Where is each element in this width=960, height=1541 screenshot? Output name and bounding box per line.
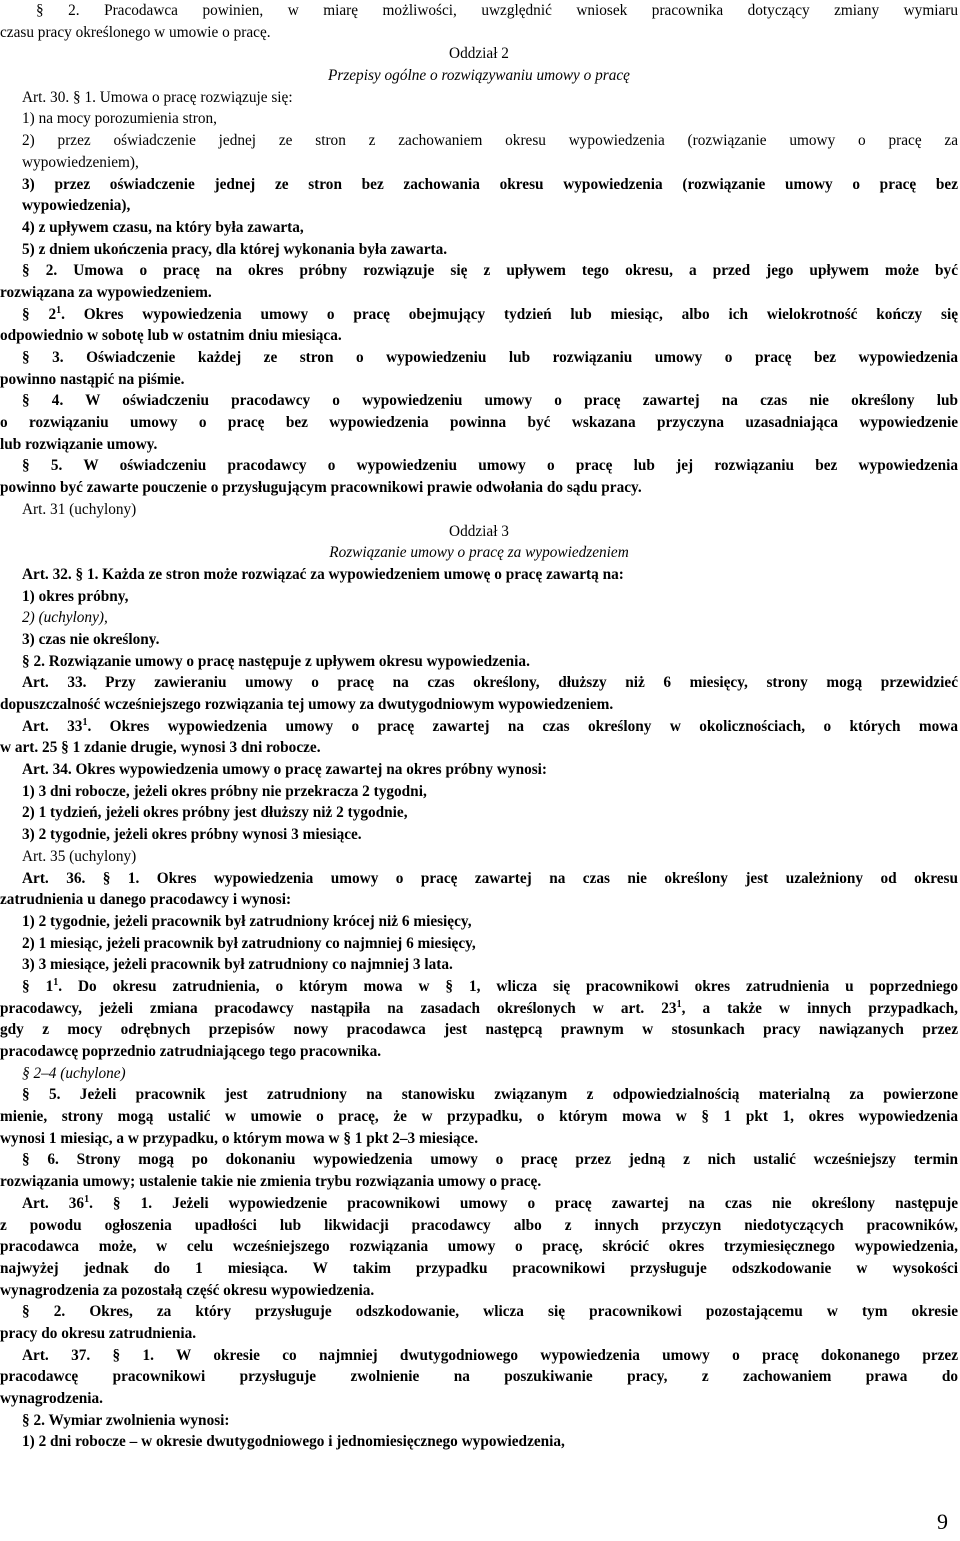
text-line: 1) na mocy porozumienia stron, (22, 110, 217, 128)
text-line: 3) czas nie określony. (22, 630, 160, 648)
text-line: § 2. Rozwiązanie umowy o pracę następuje z upływem okresu wypowiedzenia. (22, 652, 530, 670)
text-line: § 5. W oświadczeniu pracodawcy o wypowiedzeniu umowy o pracę lub jej rozwiązaniu bez wypowiedzenia (22, 457, 958, 475)
text-line: § 2. Okres, za który przysługuje odszkodowanie, wlicza się pracownikowi pozostającemu w tym okresie (22, 1303, 958, 1321)
text-line: wypowiedzenia), (22, 197, 131, 215)
text-line: Art. 35 (uchylony) (22, 847, 137, 865)
text-line: 2) (uchylony), (22, 609, 108, 627)
text-line: Art. 36. § 1. Okres wypowiedzenia umowy o pracę zawartej na czas nie określony jest uzależniony od okresu (22, 869, 958, 887)
text-line: zatrudnienia u danego pracodawcy i wynosi: (0, 891, 292, 909)
text-line: pracodawcę poprzednio zatrudniającego tego pracownika. (0, 1043, 382, 1060)
text-line: Oddział 3 (449, 522, 509, 540)
text-line: 3) przez oświadczenie jednej ze stron bez zachowania okresu wypowiedzenia (rozwiązanie umowy o pracę bez (22, 175, 958, 193)
text-line: § 2. Wymiar zwolnienia wynosi: (22, 1411, 230, 1429)
text-line: § $1^1$. Do okresu zatrudnienia, o którym mowa w § 1, wlicza się pracownikowi okres zatrudnienia u poprzedniego (22, 976, 958, 995)
text-line: § 4. W oświadczeniu pracodawcy o wypowiedzeniu umowy o pracę zawartej na czas nie określony lub (22, 392, 958, 410)
text-line: Art. 32. § 1. Każda ze stron może rozwiązać za wypowiedzeniem umowę o pracę zawartą na: (22, 565, 624, 583)
text-line: powinno nastąpić na piśmie. (0, 370, 185, 388)
text-line: w art. 25 § 1 zdanie drugie, wynosi 3 dni robocze. (0, 739, 321, 757)
text-line: pracodawca może, w celu wcześniejszego rozwiązania umowy o pracę, skrócić okres trzymiesięcznego wypowiedzenia, (0, 1238, 958, 1256)
text-line: wynagrodzenia. (0, 1390, 103, 1407)
text-line: § 2. Umowa o pracę na okres próbny rozwiązuje się z upływem tego okresu, a przed jego upływem może być (22, 262, 958, 280)
text-line: lub rozwiązanie umowy. (0, 435, 158, 453)
text-line: Art. 34. Okres wypowiedzenia umowy o pracę zawartej na okres próbny wynosi: (22, 761, 548, 779)
text-line: § 2. Pracodawca powinien, w miarę możliwości, uwzględnić wniosek pracownika dotyczący zmiany wymiaru (36, 2, 958, 19)
text-line: § $2^1$. Okres wypowiedzenia umowy o pracę obejmujący tydzień lub miesiąc, albo ich wielokrotność kończy się (22, 304, 958, 323)
text-line: pracy do okresu zatrudnienia. (0, 1324, 197, 1342)
text-line: § 5. Jeżeli pracownik jest zatrudniony na stanowisku związanym z odpowiedzialnością materialną za powierzone (22, 1086, 958, 1104)
text-line: § 2–4 (uchylone) (22, 1064, 126, 1082)
text-line: o rozwiązaniu umowy o pracę bez wypowiedzenia powinna być wskazana przyczyna uzasadniająca wypowiedzenie (0, 414, 958, 432)
text-line: 5) z dniem ukończenia pracy, dla której wykonania była zawarta. (22, 240, 448, 258)
text-line: z powodu ogłoszenia upadłości lub likwidacji pracodawcy albo z innych przyczyn niedotyczących pracowników, (0, 1216, 958, 1234)
page-number: 9 (937, 1509, 948, 1534)
text-line: Art. 30. § 1. Umowa o pracę rozwiązuje się: (22, 88, 293, 106)
text-line: mienie, strony mogą ustalić w umowie o pracę, że w przypadku, o którym mowa w § 1 pkt 1, okres wypowiedzenia (0, 1108, 958, 1126)
text-line: Art. $36^1$. § 1. Jeżeli wypowiedzenie pracownikowi umowy o pracę zawartej na czas nie określony następuje (22, 1193, 958, 1212)
text-line: wynagrodzenia za pozostałą część okresu wypowiedzenia. (0, 1281, 375, 1299)
text-line: 3) 3 miesiące, jeżeli pracownik był zatrudniony co najmniej 3 lata. (22, 956, 453, 974)
text-line: odpowiednio w sobotę lub w ostatnim dniu miesiąca. (0, 327, 342, 345)
text-line: 2) 1 miesiąc, jeżeli pracownik był zatrudniony co najmniej 6 miesięcy, (22, 934, 476, 952)
text-line: Przepisy ogólne o rozwiązywaniu umowy o pracę (328, 67, 630, 85)
text-line: Rozwiązanie umowy o pracę za wypowiedzeniem (329, 544, 629, 562)
text-line: Art. 31 (uchylony) (22, 500, 137, 518)
text-line: rozwiązana za wypowiedzeniem. (0, 283, 212, 301)
text-line: 2) przez oświadczenie jednej ze stron z zachowaniem okresu wypowiedzenia (rozwiązanie umowy o pracę za (22, 132, 958, 150)
text-line: 1) 2 tygodnie, jeżeli pracownik był zatrudniony krócej niż 6 miesięcy, (22, 912, 472, 930)
text-line: 1) okres próbny, (22, 587, 129, 605)
text-line: wynosi 1 miesiąc, a w przypadku, o którym mowa w § 1 pkt 2–3 miesiące. (0, 1129, 479, 1147)
text-line: 1) 3 dni robocze, jeżeli okres próbny nie przekracza 2 tygodni, (22, 782, 427, 800)
text-line: rozwiązania umowy; ustalenie takie nie zmienia trybu rozwiązania umowy o pracę. (0, 1173, 542, 1191)
text-line: Oddział 2 (449, 45, 509, 63)
text-line: Art. 33. Przy zawieraniu umowy o pracę na czas określony, dłuższy niż 6 miesięcy, strony mogą przewidzieć (22, 674, 958, 692)
text-line: § 6. Strony mogą po dokonaniu wypowiedzenia umowy o pracę przez jedną z nich ustalić wcześniejszy termin (22, 1151, 958, 1169)
text-line: powinno być zawarte pouczenie o przysługującym pracownikowi prawie odwołania do sądu pracy. (0, 479, 642, 497)
text-line: wypowiedzeniem), (22, 153, 139, 171)
text-line: 3) 2 tygodnie, jeżeli okres próbny wynosi 3 miesiące. (22, 826, 362, 844)
text-line: 1) 2 dni robocze – w okresie dwutygodniowego i jednomiesięcznego wypowiedzenia, (22, 1433, 565, 1451)
text-line: Art. 37. § 1. W okresie co najmniej dwutygodniowego wypowiedzenia umowy o pracę dokonanego przez (22, 1346, 958, 1364)
text-line: 2) 1 tydzień, jeżeli okres próbny jest dłuższy niż 2 tygodnie, (22, 804, 408, 822)
text-line: gdy z mocy odrębnych przepisów nowy pracodawca jest następcą prawnym w stosunkach pracy nawiązanych przez (0, 1021, 958, 1039)
text-line: pracodawcę pracownikowi przysługuje zwolnienie na poszukiwanie pracy, z zachowaniem prawa do (0, 1368, 958, 1386)
text-line: 4) z upływem czasu, na który była zawarta, (22, 218, 304, 236)
text-line: pracodawcy, jeżeli zmiana pracodawcy nastąpiła na zasadach określonych w art. $23^1$, a także w innych przypadkach, (0, 998, 958, 1017)
text-line: Art. $33^1$. Okres wypowiedzenia umowy o pracę zawartej na czas określony w okolicznościach, o których mowa (22, 716, 958, 735)
text-line: najwyżej jednak do 1 miesiąca. W takim przypadku pracownikowi przysługuje odszkodowanie w wysokości (0, 1259, 958, 1277)
text-line: czasu pracy określonego w umowie o pracę. (0, 23, 271, 41)
text-line: § 3. Oświadczenie każdej ze stron o wypowiedzeniu lub rozwiązaniu umowy o pracę bez wypowiedzenia (22, 349, 958, 366)
text-line: dopuszczalność wcześniejszego rozwiązania tej umowy za dwutygodniowym wypowiedzeniem. (0, 696, 614, 713)
